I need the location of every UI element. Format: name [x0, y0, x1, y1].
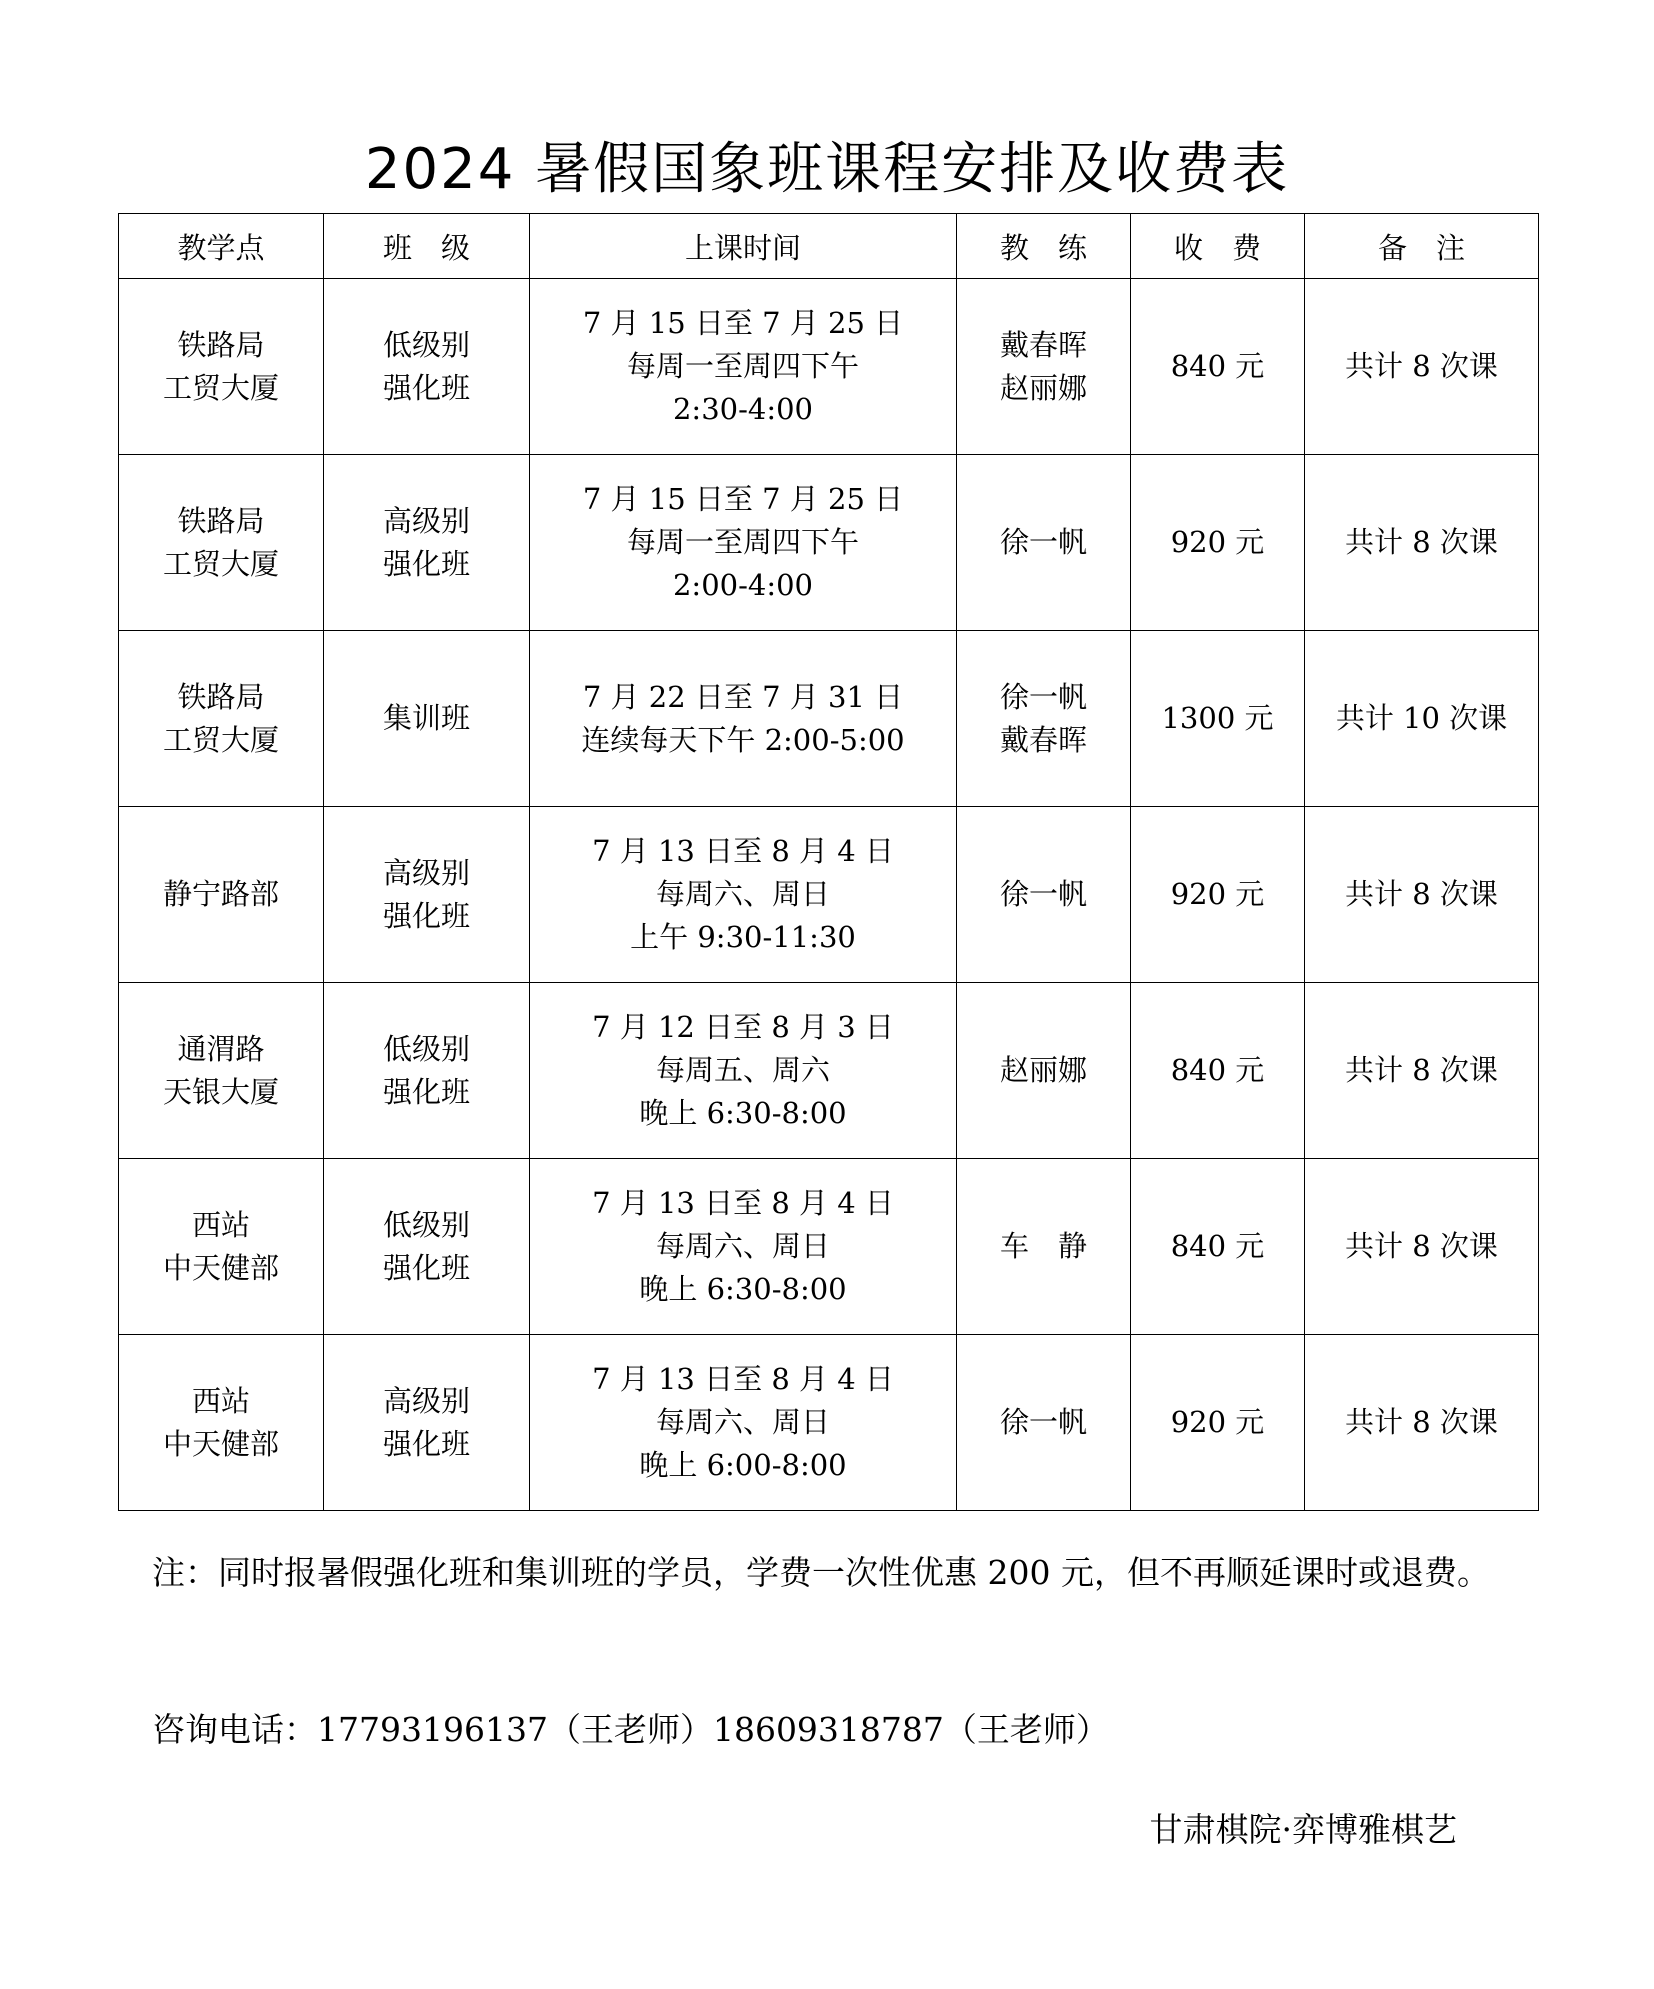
time-line: 7 月 15 日至 7 月 25 日: [582, 306, 904, 340]
cell-remark: 共计 8 次课: [1305, 1159, 1539, 1335]
location-line: 铁路局: [177, 327, 265, 362]
cell-location: [119, 1335, 324, 1511]
time-line: 上午 9:30-11:30: [630, 920, 856, 954]
location-line: 工贸大厦: [162, 722, 279, 757]
header-class: 班 级: [324, 214, 530, 279]
time-line: 2:30-4:00: [672, 392, 814, 426]
table-row: [119, 631, 1539, 807]
header-fee: 收 费: [1131, 214, 1305, 279]
location-line: 铁路局: [177, 679, 265, 714]
coach-line: 戴春晖: [999, 722, 1087, 757]
time-line: 每周一至周四下午: [626, 349, 859, 383]
location-line: 工贸大厦: [162, 370, 279, 405]
location-line: 铁路局: [177, 503, 265, 538]
discount-note: 注：同时报暑假强化班和集训班的学员，学费一次性优惠 200 元，但不再顺延课时或退费。: [152, 1553, 1490, 1592]
cell-class: [324, 455, 530, 631]
cell-remark: 共计 10 次课: [1305, 631, 1539, 807]
time-line: 7 月 15 日至 7 月 25 日: [582, 482, 904, 516]
coach-line: 徐一帆: [999, 679, 1087, 714]
cell-location: [119, 1159, 324, 1335]
class-line: 高级别: [382, 855, 470, 890]
coach-line: 徐一帆: [999, 877, 1087, 911]
table-header-row: [119, 214, 1539, 279]
cell-time: [530, 807, 957, 983]
cell-remark: 共计 8 次课: [1305, 1335, 1539, 1511]
cell-remark: 共计 8 次课: [1305, 983, 1539, 1159]
cell-time: [530, 279, 957, 455]
cell-fee: 920 元: [1131, 455, 1305, 631]
coach-line: 赵丽娜: [999, 370, 1087, 405]
location-line: 工贸大厦: [162, 546, 279, 581]
cell-fee: 920 元: [1131, 807, 1305, 983]
time-line: 每周六、周日: [655, 1405, 830, 1439]
location-line: 中天健部: [162, 1250, 279, 1285]
cell-time: [530, 455, 957, 631]
cell-time: [530, 1159, 957, 1335]
class-line: 强化班: [382, 898, 470, 933]
cell-time: [530, 631, 957, 807]
class-line: 强化班: [382, 1250, 470, 1285]
time-line: 晚上 6:30-8:00: [639, 1096, 847, 1130]
cell-coach: [957, 983, 1131, 1159]
time-line: 连续每天下午 2:00-5:00: [581, 722, 905, 757]
cell-class: [324, 983, 530, 1159]
header-coach: 教 练: [957, 214, 1131, 279]
table-row: [119, 1159, 1539, 1335]
table-row: [119, 983, 1539, 1159]
organization-signature: 甘肃棋院·弈博雅棋艺: [1149, 1810, 1457, 1849]
cell-coach: [957, 1159, 1131, 1335]
coach-line: 赵丽娜: [999, 1053, 1087, 1087]
time-line: 晚上 6:30-8:00: [639, 1272, 847, 1306]
note-section: [152, 1530, 1542, 1616]
time-line: 每周一至周四下午: [626, 525, 859, 559]
cell-location: [119, 455, 324, 631]
class-line: 低级别: [382, 1207, 470, 1242]
location-line: 天银大厦: [162, 1074, 279, 1109]
cell-coach: [957, 807, 1131, 983]
cell-fee: 840 元: [1131, 279, 1305, 455]
cell-coach: [957, 279, 1131, 455]
cell-coach: [957, 1335, 1131, 1511]
class-line: 强化班: [382, 1426, 470, 1461]
cell-location: [119, 807, 324, 983]
cell-location: [119, 631, 324, 807]
location-line: 西站: [191, 1207, 250, 1242]
cell-fee: 840 元: [1131, 1159, 1305, 1335]
time-line: 7 月 22 日至 7 月 31 日: [582, 679, 904, 714]
cell-class: [324, 807, 530, 983]
time-line: 7 月 13 日至 8 月 4 日: [592, 834, 894, 868]
location-line: 中天健部: [162, 1426, 279, 1461]
header-location: 教学点: [119, 214, 324, 279]
table-row: [119, 455, 1539, 631]
class-line: 低级别: [382, 327, 470, 362]
class-line: 强化班: [382, 370, 470, 405]
cell-class: [324, 279, 530, 455]
cell-remark: 共计 8 次课: [1305, 279, 1539, 455]
table-body: [119, 279, 1539, 1511]
cell-coach: [957, 455, 1131, 631]
time-line: 每周五、周六: [655, 1053, 830, 1087]
time-line: 每周六、周日: [655, 877, 830, 911]
table-row: [119, 1335, 1539, 1511]
schedule-table: [118, 213, 1539, 1511]
header-time: 上课时间: [530, 214, 957, 279]
cell-fee: 920 元: [1131, 1335, 1305, 1511]
cell-time: [530, 983, 957, 1159]
contact-phone: 咨询电话：17793196137（王老师）18609318787（王老师）: [152, 1710, 1109, 1749]
time-line: 7 月 12 日至 8 月 3 日: [592, 1010, 894, 1044]
class-line: 强化班: [382, 1074, 470, 1109]
page-title: 2024 暑假国象班课程安排及收费表: [364, 137, 1290, 202]
coach-line: 车 静: [999, 1229, 1087, 1263]
time-line: 7 月 13 日至 8 月 4 日: [592, 1362, 894, 1396]
coach-line: 戴春晖: [999, 327, 1087, 362]
class-line: 低级别: [382, 1031, 470, 1066]
cell-class: [324, 1335, 530, 1511]
time-line: 2:00-4:00: [672, 568, 814, 602]
cell-fee: 1300 元: [1131, 631, 1305, 807]
location-line: 西站: [191, 1383, 250, 1418]
cell-remark: 共计 8 次课: [1305, 455, 1539, 631]
coach-line: 徐一帆: [999, 525, 1087, 559]
cell-location: [119, 983, 324, 1159]
location-line: 静宁路部: [162, 877, 279, 911]
cell-fee: 840 元: [1131, 983, 1305, 1159]
cell-remark: 共计 8 次课: [1305, 807, 1539, 983]
class-line: 高级别: [382, 1383, 470, 1418]
location-line: 通渭路: [177, 1031, 265, 1066]
table-row: [119, 279, 1539, 455]
cell-class: [324, 631, 530, 807]
class-line: 强化班: [382, 546, 470, 581]
cell-coach: [957, 631, 1131, 807]
cell-class: [324, 1159, 530, 1335]
cell-time: [530, 1335, 957, 1511]
table-row: [119, 807, 1539, 983]
time-line: 7 月 13 日至 8 月 4 日: [592, 1186, 894, 1220]
class-line: 集训班: [382, 701, 470, 735]
class-line: 高级别: [382, 503, 470, 538]
header-remark: 备 注: [1305, 214, 1539, 279]
time-line: 每周六、周日: [655, 1229, 830, 1263]
coach-line: 徐一帆: [999, 1405, 1087, 1439]
cell-location: [119, 279, 324, 455]
time-line: 晚上 6:00-8:00: [639, 1448, 847, 1482]
